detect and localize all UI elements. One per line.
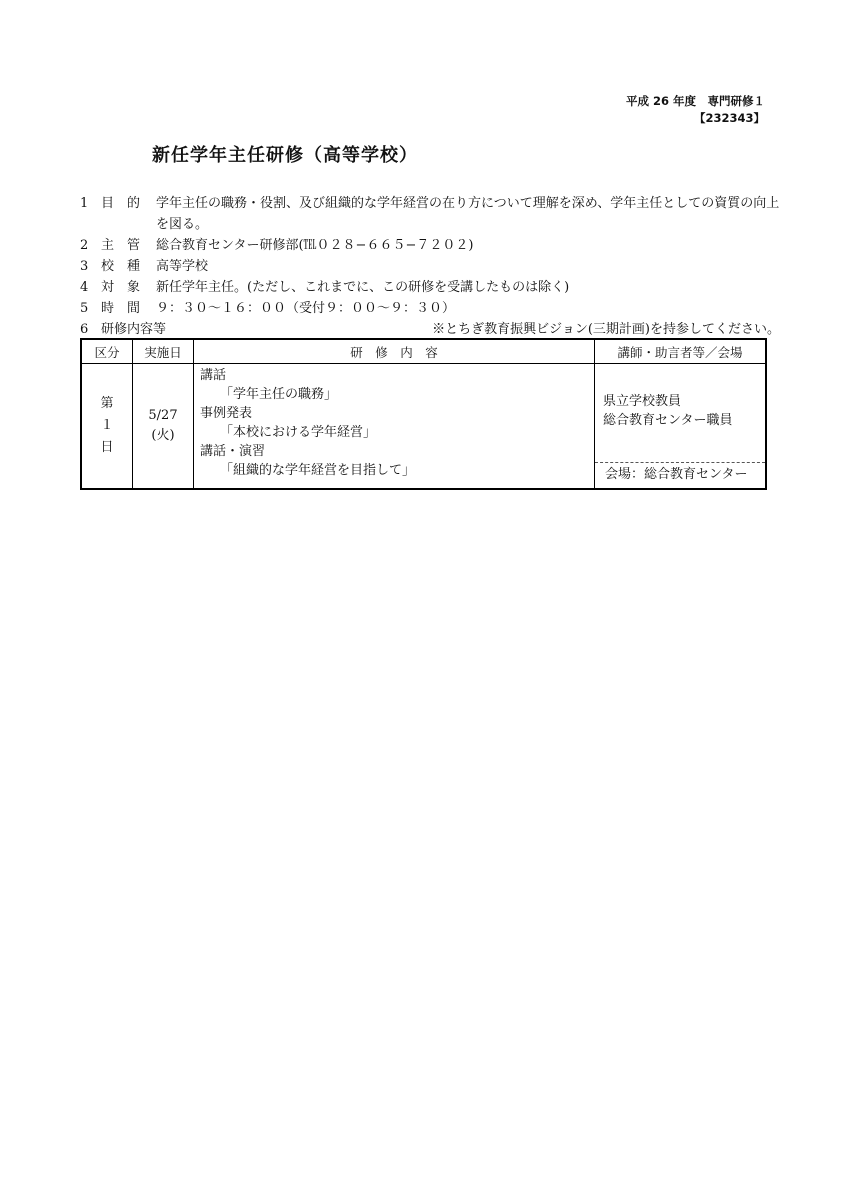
item-text: ９：３０〜１６：００（受付９：００〜９：３０） (156, 301, 456, 316)
header-category: 区分 (81, 339, 133, 364)
item-text: 新任学年主任。(ただし、これまでに、この研修を受講したものは除く) (156, 280, 570, 295)
schedule-table (80, 338, 767, 490)
item-label: 主 管 (101, 238, 141, 253)
category-char: １ (100, 418, 114, 433)
item-note: ※とちぎ教育振興ビジョン(三期計画)を持参してください。 (432, 322, 780, 337)
session-type: 事例発表 (200, 406, 253, 421)
session-title: 「本校における学年経営」 (220, 425, 377, 440)
lecturer-name: 県立学校教員 (603, 394, 682, 409)
item-label: 対 象 (101, 280, 141, 295)
session-type: 講話 (200, 368, 227, 383)
info-item-content (80, 319, 780, 340)
document-title: 新任学年主任研修（高等学校） (152, 145, 418, 166)
info-item-target (80, 277, 780, 298)
session-title: 「学年主任の職務」 (220, 387, 338, 402)
category-char: 第 (100, 396, 114, 411)
item-number: 3 (80, 259, 89, 274)
info-item-time (80, 298, 780, 319)
item-label: 校 種 (101, 259, 141, 274)
item-text: 総合教育センター研修部(℡０２８−６６５−７２０２) (156, 238, 474, 253)
header-meta (626, 93, 765, 127)
session-title: 「組織的な学年経営を目指して」 (220, 463, 416, 478)
item-label: 研修内容等 (101, 322, 167, 337)
category-char: 日 (100, 440, 114, 455)
info-item-school-type (80, 256, 780, 277)
date-value: 5/27 (148, 408, 178, 423)
item-number: 2 (80, 238, 89, 253)
weekday-value: (火) (151, 428, 175, 443)
header-content: 研 修 内 容 (194, 339, 595, 364)
item-text: 高等学校 (156, 259, 209, 274)
info-item-purpose (80, 193, 780, 235)
lecturer-cell (595, 364, 767, 490)
category-cell (81, 364, 133, 490)
course-code: 【232343】 (693, 111, 765, 125)
table-row (81, 364, 766, 490)
item-label: 目 的 (101, 196, 141, 211)
item-label: 時 間 (101, 301, 141, 316)
item-number: 5 (80, 301, 89, 316)
fiscal-info: 平成 26 年度 専門研修１ (625, 94, 765, 108)
venue: 会場：総合教育センター (595, 462, 765, 487)
item-number: 1 (80, 196, 89, 211)
table-header-row (81, 339, 766, 364)
content-cell (194, 364, 595, 490)
info-list (80, 193, 780, 340)
header-date: 実施日 (133, 339, 194, 364)
session-type: 講話・演習 (200, 444, 266, 459)
item-number: 4 (80, 280, 89, 295)
item-number: 6 (80, 322, 89, 337)
header-lecturer: 講師・助言者等／会場 (595, 339, 767, 364)
item-text: 学年主任の職務・役割、及び組織的な学年経営の在り方について理解を深め、学年主任としての資質の向上を図る。 (156, 196, 780, 232)
lecturer-name: 総合教育センター職員 (603, 413, 733, 428)
date-cell (133, 364, 194, 490)
info-item-organizer (80, 235, 780, 256)
